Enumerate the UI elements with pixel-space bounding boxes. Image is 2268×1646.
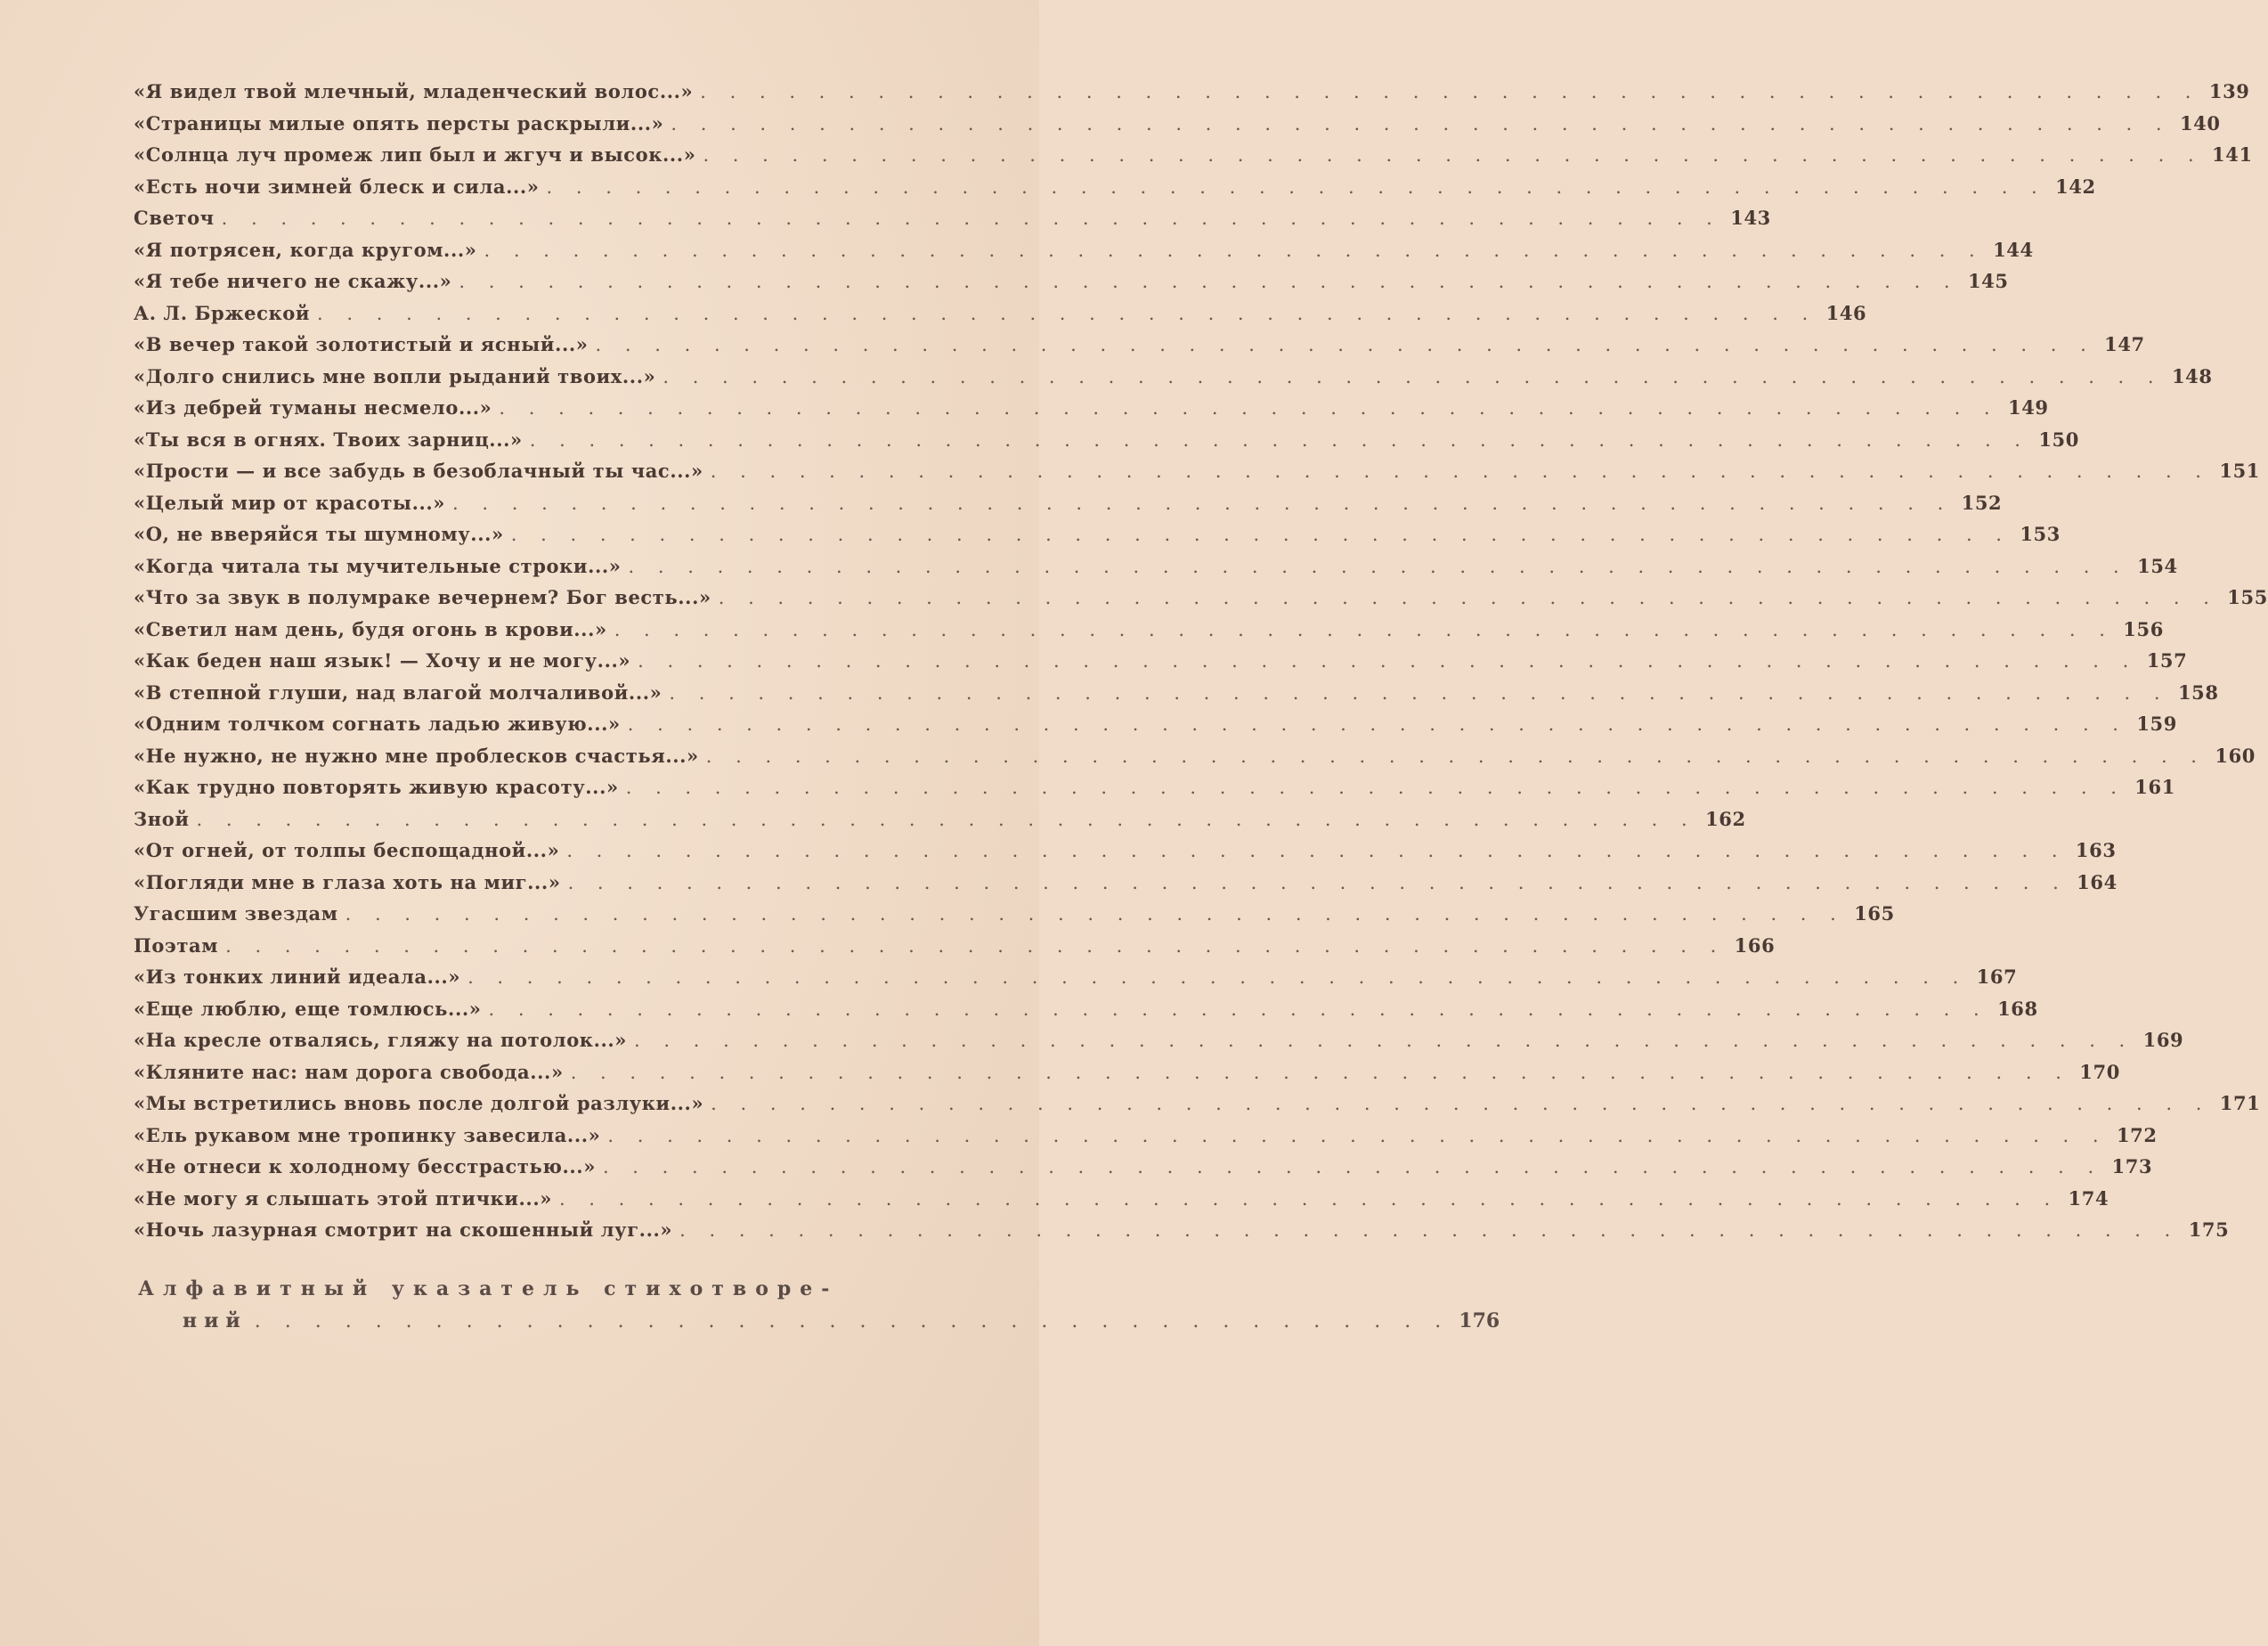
entry-page-number: 163 — [2075, 839, 2117, 861]
entry-page-number: 174 — [2068, 1186, 2109, 1210]
entry-title: «Я потрясен, когда кругом...» — [134, 238, 477, 261]
dot-leader: . . . . . . . . . . . . . . . . . . . . . . . . . . . . . . . . . . . . . . . . — [254, 1310, 1451, 1332]
dot-leader: . . . . . . . . . . . . . . . . . . . . . . . . . . . . . . . . . . . . . . . . . . . . . . . . . . . — [459, 271, 1959, 292]
entry-page-number: 164 — [2077, 870, 2118, 893]
dot-leader: . . . . . . . . . . . . . . . . . . . . . . . . . . . . . . . . . . . . . . . . . . . . . . . . . . . — [317, 302, 1817, 324]
index-title-line2: ний — [183, 1309, 248, 1332]
entry-title: «Ночь лазурная смотрит на скошенный луг...» — [134, 1218, 673, 1241]
toc-entry — [134, 396, 2049, 428]
toc-entry — [134, 1123, 2158, 1156]
entry-title: «Целый мир от красоты...» — [134, 491, 446, 514]
toc-entry — [134, 902, 1895, 934]
dot-leader: . . . . . . . . . . . . . . . . . . . . . . . . . . . . . . . . . . . . . . . . . . . . . . . . . . . — [700, 81, 2200, 102]
entry-title: «Мы встретились вновь после долгой разлуки...» — [134, 1092, 704, 1114]
entry-title: Зной — [134, 807, 190, 830]
entry-page-number: 171 — [2219, 1092, 2261, 1114]
dot-leader: . . . . . . . . . . . . . . . . . . . . . . . . . . . . . . . . . . . . . . . . . . . . . . . . . . . — [452, 492, 1953, 514]
entry-page-number: 151 — [2219, 460, 2260, 482]
entry-title: «Из дебрей туманы несмело...» — [134, 396, 492, 419]
dot-leader: . . . . . . . . . . . . . . . . . . . . . . . . . . . . . . . . . . . . . . . . . . . . . . . . . . . — [529, 428, 2029, 451]
entry-page-number: 168 — [1997, 997, 2038, 1020]
entry-title: «Как беден наш язык! — Хочу и не могу...» — [134, 649, 631, 672]
entry-title: «Не отнеси к холодному бесстрастью...» — [134, 1155, 596, 1177]
alphabetical-index-entry — [138, 1277, 1500, 1332]
entry-title: «Из тонких линий идеала...» — [134, 966, 461, 988]
toc-entry — [134, 1218, 2230, 1251]
dot-leader: . . . . . . . . . . . . . . . . . . . . . . . . . . . . . . . . . . . . . . . . . . . . . . . . . . . — [718, 587, 2218, 608]
index-title-line1: Алфавитный указатель стихотворе- — [138, 1277, 839, 1300]
toc-entry — [134, 966, 2018, 998]
entry-page-number: 142 — [2055, 175, 2096, 198]
entry-page-number: 149 — [2007, 396, 2049, 419]
entry-page-number: 154 — [2137, 554, 2178, 577]
entry-title: Светоч — [134, 207, 215, 229]
toc-entry — [134, 333, 2145, 365]
toc-entry — [134, 997, 2038, 1030]
entry-title: «В вечер такой золотистый и ясный...» — [134, 333, 589, 355]
entry-title: «Еще люблю, еще томлюсь...» — [134, 997, 482, 1020]
toc-entry — [134, 270, 2009, 302]
toc-entry — [134, 460, 2260, 492]
entry-title: «Что за звук в полумраке вечернем? Бог весть...» — [134, 586, 711, 608]
entry-title: «Долго снились мне вопли рыданий твоих...» — [134, 364, 656, 387]
table-of-contents — [134, 80, 2268, 1251]
entry-page-number: 165 — [1854, 902, 1895, 925]
entry-page-number: 162 — [1705, 807, 1746, 830]
toc-entry — [134, 428, 2079, 460]
entry-page-number: 167 — [1976, 966, 2018, 988]
dot-leader: . . . . . . . . . . . . . . . . . . . . . . . . . . . . . . . . . . . . . . . . . . . . . . . . . . . — [710, 460, 2210, 482]
entry-title: «Когда читала ты мучительные строки...» — [134, 554, 622, 577]
toc-entry — [134, 807, 1746, 840]
dot-leader: . . . . . . . . . . . . . . . . . . . . . . . . . . . . . . . . . . . . . . . . . . . . . . . . . . . — [196, 808, 1696, 830]
entry-page-number: 139 — [2208, 80, 2250, 102]
toc-entry — [134, 175, 2096, 208]
dot-leader: . . . . . . . . . . . . . . . . . . . . . . . . . . . . . . . . . . . . . . . . . . . . . . . . . . . — [671, 112, 2171, 134]
toc-entry — [134, 870, 2118, 903]
dot-leader: . . . . . . . . . . . . . . . . . . . . . . . . . . . . . . . . . . . . . . . . . . . . . . . . . . . — [558, 1187, 2060, 1210]
toc-entry — [134, 776, 2175, 808]
toc-entry — [134, 1029, 2184, 1061]
toc-entry — [134, 1155, 2153, 1187]
dot-leader: . . . . . . . . . . . . . . . . . . . . . . . . . . . . . . . . . . . . . . . . . . . . . . . . . . . — [679, 1219, 2180, 1241]
entry-page-number: 147 — [2104, 333, 2145, 355]
dot-leader: . . . . . . . . . . . . . . . . . . . . . . . . . . . . . . . . . . . . . . . . . . . . . . . . . . . — [703, 144, 2203, 166]
toc-entry — [134, 1060, 2120, 1093]
dot-leader: . . . . . . . . . . . . . . . . . . . . . . . . . . . . . . . . . . . . . . . . . . . . . . . . . . . — [221, 208, 1721, 229]
entry-page-number: 172 — [2116, 1123, 2158, 1146]
dot-leader: . . . . . . . . . . . . . . . . . . . . . . . . . . . . . . . . . . . . . . . . . . . . . . . . . . . — [614, 618, 2114, 640]
entry-title: «Я тебе ничего не скажу...» — [134, 270, 452, 292]
dot-leader: . . . . . . . . . . . . . . . . . . . . . . . . . . . . . . . . . . . . . . . . . . . . . . . . . . . — [663, 365, 2163, 387]
dot-leader: . . . . . . . . . . . . . . . . . . . . . . . . . . . . . . . . . . . . . . . . . . . . . . . . . . . — [711, 1093, 2211, 1114]
entry-page-number: 144 — [1993, 238, 2034, 261]
toc-entry — [134, 617, 2164, 650]
dot-leader: . . . . . . . . . . . . . . . . . . . . . . . . . . . . . . . . . . . . . . . . . . . . . . . . . . . — [345, 903, 1845, 925]
entry-page-number: 156 — [2123, 617, 2164, 640]
entry-page-number: 158 — [2177, 680, 2219, 704]
toc-entry — [134, 207, 1771, 239]
entry-page-number: 166 — [1734, 933, 1776, 957]
toc-entry — [134, 649, 2188, 681]
dot-leader: . . . . . . . . . . . . . . . . . . . . . . . . . . . . . . . . . . . . . . . . . . . . . . . . . . . — [499, 397, 1999, 419]
entry-title: «Я видел твой млечный, младенческий волос...» — [134, 80, 694, 102]
entry-title: «Погляди мне в глаза хоть на миг...» — [134, 870, 561, 893]
entry-title: «На кресле отвалясь, гляжу на потолок...» — [134, 1029, 628, 1051]
entry-title: А. Л. Бржеской — [134, 301, 311, 324]
entry-title: «Ель рукавом мне тропинку завесила...» — [134, 1123, 601, 1146]
dot-leader: . . . . . . . . . . . . . . . . . . . . . . . . . . . . . . . . . . . . . . . . . . . . . . . . . . . — [567, 871, 2068, 893]
entry-title: «Страницы милые опять персты раскрыли...» — [134, 111, 664, 134]
entry-page-number: 160 — [2215, 744, 2256, 767]
entry-page-number: 141 — [2212, 143, 2253, 166]
entry-title: Поэтам — [134, 933, 219, 957]
entry-page-number: 143 — [1730, 207, 1771, 229]
dot-leader: . . . . . . . . . . . . . . . . . . . . . . . . . . . . . . . . . . . . . . . . . . . . . . . . . . . — [510, 524, 2011, 545]
entry-title: «В степной глуши, над влагой молчаливой...» — [134, 680, 663, 704]
toc-entry — [134, 1092, 2261, 1124]
toc-entry — [134, 143, 2253, 175]
entry-title: «Одним толчком согнать ладью живую...» — [134, 713, 621, 735]
toc-entry — [134, 933, 1776, 966]
dot-leader: . . . . . . . . . . . . . . . . . . . . . . . . . . . . . . . . . . . . . . . . . . . . . . . . . . . — [484, 239, 1984, 261]
entry-page-number: 153 — [2020, 523, 2061, 545]
toc-entry — [134, 80, 2250, 112]
toc-entry — [134, 586, 2268, 618]
dot-leader: . . . . . . . . . . . . . . . . . . . . . . . . . . . . . . . . . . . . . . . . . . . . . . . . . . . — [607, 1124, 2108, 1146]
dot-leader: . . . . . . . . . . . . . . . . . . . . . . . . . . . . . . . . . . . . . . . . . . . . . . . . . . . — [705, 745, 2206, 767]
entry-title: «Солнца луч промеж лип был и жгуч и высок...» — [134, 143, 696, 166]
dot-leader: . . . . . . . . . . . . . . . . . . . . . . . . . . . . . . . . . . . . . . . . . . . . . . . . . . . — [488, 998, 1988, 1020]
toc-entry — [134, 111, 2221, 144]
entry-title: «Ты вся в огнях. Твоих зарниц...» — [134, 428, 523, 451]
toc-entry — [134, 839, 2117, 871]
entry-page-number: 173 — [2111, 1155, 2153, 1177]
toc-entry — [134, 554, 2178, 587]
entry-page-number: 152 — [1961, 491, 2003, 514]
entry-page-number: 146 — [1825, 301, 1867, 324]
dot-leader: . . . . . . . . . . . . . . . . . . . . . . . . . . . . . . . . . . . . . . . . . . . . . . . . . . . — [225, 934, 1726, 957]
entry-page-number: 145 — [1967, 270, 2009, 292]
entry-title: «Светил нам день, будя огонь в крови...» — [134, 617, 607, 640]
entry-title: «Прости — и все забудь в безоблачный ты час...» — [134, 460, 703, 482]
toc-entry — [134, 523, 2061, 555]
dot-leader: . . . . . . . . . . . . . . . . . . . . . . . . . . . . . . . . . . . . . . . . . . . . . . . . . . . — [628, 555, 2128, 577]
entry-title: Угасшим звездам — [134, 902, 338, 925]
entry-title: «О, не вверяйся ты шумному...» — [134, 523, 504, 545]
index-title-line2-row — [138, 1309, 1500, 1332]
entry-page-number: 175 — [2188, 1218, 2230, 1241]
entry-page-number: 161 — [2134, 776, 2175, 798]
entry-page-number: 169 — [2142, 1029, 2184, 1051]
toc-entry — [134, 491, 2003, 524]
dot-leader: . . . . . . . . . . . . . . . . . . . . . . . . . . . . . . . . . . . . . . . . . . . . . . . . . . . — [634, 1030, 2134, 1051]
entry-page-number: 155 — [2227, 586, 2268, 608]
toc-entry — [134, 364, 2213, 397]
entry-page-number: 157 — [2146, 649, 2188, 672]
dot-leader: . . . . . . . . . . . . . . . . . . . . . . . . . . . . . . . . . . . . . . . . . . . . . . . . . . . — [467, 966, 1968, 988]
toc-entry — [134, 301, 1867, 334]
entry-page-number: 159 — [2136, 713, 2177, 735]
dot-leader: . . . . . . . . . . . . . . . . . . . . . . . . . . . . . . . . . . . . . . . . . . . . . . . . . . . — [638, 650, 2138, 672]
index-page-number: 176 — [1459, 1309, 1500, 1332]
entry-title: «Есть ночи зимней блеск и сила...» — [134, 175, 540, 198]
entry-title: «Не могу я слышать этой птички...» — [134, 1186, 552, 1210]
dot-leader: . . . . . . . . . . . . . . . . . . . . . . . . . . . . . . . . . . . . . . . . . . . . . . . . . . . — [602, 1156, 2103, 1177]
dot-leader: . . . . . . . . . . . . . . . . . . . . . . . . . . . . . . . . . . . . . . . . . . . . . . . . . . . — [669, 681, 2169, 704]
toc-entry — [134, 680, 2219, 713]
entry-page-number: 148 — [2171, 364, 2213, 387]
toc-entry — [134, 1186, 2109, 1219]
toc-entry — [134, 713, 2177, 745]
entry-title: «Не нужно, не нужно мне проблесков счастья...» — [134, 744, 699, 767]
dot-leader: . . . . . . . . . . . . . . . . . . . . . . . . . . . . . . . . . . . . . . . . . . . . . . . . . . . — [595, 334, 2095, 355]
dot-leader: . . . . . . . . . . . . . . . . . . . . . . . . . . . . . . . . . . . . . . . . . . . . . . . . . . . — [566, 840, 2067, 861]
entry-page-number: 140 — [2179, 111, 2221, 134]
toc-entry — [134, 744, 2256, 777]
dot-leader: . . . . . . . . . . . . . . . . . . . . . . . . . . . . . . . . . . . . . . . . . . . . . . . . . . . — [627, 713, 2127, 735]
entry-title: «Кляните нас: нам дорога свобода...» — [134, 1060, 564, 1083]
dot-leader: . . . . . . . . . . . . . . . . . . . . . . . . . . . . . . . . . . . . . . . . . . . . . . . . . . . — [546, 175, 2046, 198]
dot-leader: . . . . . . . . . . . . . . . . . . . . . . . . . . . . . . . . . . . . . . . . . . . . . . . . . . . — [570, 1061, 2070, 1083]
dot-leader: . . . . . . . . . . . . . . . . . . . . . . . . . . . . . . . . . . . . . . . . . . . . . . . . . . . — [625, 777, 2126, 798]
toc-entry — [134, 238, 2034, 271]
entry-title: «От огней, от толпы беспощадной...» — [134, 839, 560, 861]
entry-page-number: 170 — [2079, 1060, 2120, 1083]
entry-title: «Как трудно повторять живую красоту...» — [134, 776, 619, 798]
entry-page-number: 150 — [2038, 428, 2079, 451]
